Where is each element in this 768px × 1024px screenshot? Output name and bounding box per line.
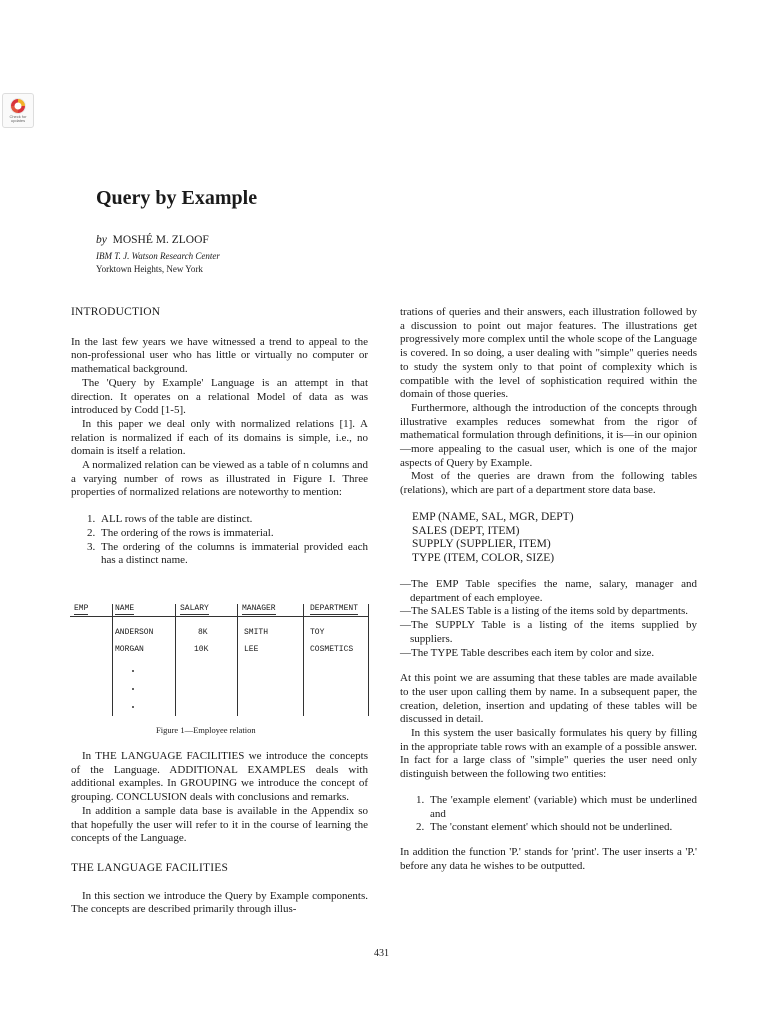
paragraph: In addition a sample data base is available in the Appendix so that hopefully the user will refer to it in the course of learning the concepts of the Language. xyxy=(71,804,368,845)
paragraph: Most of the queries are drawn from the following tables (relations), which are part of a department store data base. xyxy=(400,470,697,497)
list-item: —The SUPPLY Table is a listing of the items supplied by suppliers. xyxy=(400,619,697,645)
table-header: EMP xyxy=(74,604,89,613)
right-column xyxy=(400,306,697,873)
entities-list xyxy=(400,794,697,835)
page-number: 431 xyxy=(374,948,389,959)
intro-heading: INTRODUCTION xyxy=(71,306,161,318)
paragraph: In this system the user basically formulates his query by filling in the appropriate table rows with an example of a possible answer. In fact for a large class of "simple" queries the user need only distinguish between the following two entities: xyxy=(400,727,697,781)
check-for-updates-icon xyxy=(9,97,27,115)
table-header: SALARY xyxy=(180,604,209,613)
left-column-lower xyxy=(71,750,368,917)
check-for-updates-badge[interactable] xyxy=(2,93,34,128)
relation-schema: SALES (DEPT, ITEM) xyxy=(412,524,520,537)
list-item: —The TYPE Table describes each item by color and size. xyxy=(400,646,655,659)
table-cell: LEE xyxy=(244,645,259,654)
employee-relation-table xyxy=(70,604,370,716)
table-header: DEPARTMENT xyxy=(310,604,359,613)
list-item: —The EMP Table specifies the name, salary, manager and department of each employee. xyxy=(400,578,697,604)
figure-caption: Figure 1—Employee relation xyxy=(156,725,256,735)
table-cell: 8K xyxy=(198,628,208,637)
table-cell: TOY xyxy=(310,628,325,637)
byline: by MOSHÉ M. ZLOOF xyxy=(96,234,209,246)
paragraph: trations of queries and their answers, each illustration followed by a discussion to point out major features. The illustrations get progressively more complex until the whole scope of the Language is covered. In so doing, a user dealing with "simple" queries needs to study the system only to that point of complexity which is compatible with the level of sophistication required within the domain of those queries. xyxy=(400,306,697,401)
table-header: MANAGER xyxy=(242,604,276,613)
paragraph: In this section we introduce the Query by Example components. The concepts are described primarily through illus- xyxy=(71,889,368,916)
list-item: 1. ALL rows of the table are distinct. xyxy=(87,513,253,526)
paragraph: In this paper we deal only with normalized relations [1]. A relation is normalized if each of its domains is simple, i.e., no domain is itself a relation. xyxy=(71,417,368,458)
paragraph: In addition the function 'P.' stands for 'print'. The user inserts a 'P.' before any data he wishes to be outputted. xyxy=(400,845,697,872)
list-item: 1. The 'example element' (variable) which must be underlined and xyxy=(416,793,697,820)
paragraph: Furthermore, although the introduction of the concepts through illustrative examples reduces somewhat from the rigor of mathematical formulation through definitions, it is—in our opinion—more appealing to the casual user, which is one of the major aspects of Query by Example. xyxy=(400,401,697,469)
list-item: 2. The 'constant element' which should not be underlined. xyxy=(416,821,673,834)
paragraph: In the last few years we have witnessed a trend to appeal to the non-professional user who has little or virtually no computer or mathematical background. xyxy=(71,335,368,376)
relation-schema: EMP (NAME, SAL, MGR, DEPT) xyxy=(412,510,574,523)
affiliation: IBM T. J. Watson Research Center Yorktown Heights, New York xyxy=(96,251,220,274)
paragraph: At this point we are assuming that these tables are made available to the user upon calling them by name. In a subsequent paper, the creation, deletion, insertion and updating of these tables will be discussed in detail. xyxy=(400,672,697,726)
list-item: 3. The ordering of the columns is immaterial provided each has a distinct name. xyxy=(87,540,368,567)
table-cell: ANDERSON xyxy=(115,628,154,637)
table-cell: MORGAN xyxy=(115,645,144,654)
table-descriptions xyxy=(400,578,697,660)
badge-label: Check for updates xyxy=(9,114,27,123)
left-column-upper xyxy=(71,306,368,568)
list-item: —The SALES Table is a listing of the items sold by departments. xyxy=(400,605,689,618)
paragraph: The 'Query by Example' Language is an attempt in that direction. It operates on a relational Model of data as was introduced by Codd [1-5]. xyxy=(71,376,368,417)
paragraph: In THE LANGUAGE FACILITIES we introduce the concepts of the Language. ADDITIONAL EXAMPLES deals with additional examples. In GROUPING we introduce the concept of grouping. CONCLUSION deals with conclusions and remarks. xyxy=(71,750,368,804)
paragraph: A normalized relation can be viewed as a table of n columns and a varying number of rows as illustrated in Figure I. Three properties of normalized relations are noteworthy to mention: xyxy=(71,459,368,499)
author-name: MOSHÉ M. ZLOOF xyxy=(112,234,209,246)
paper-title: Query by Example xyxy=(96,187,258,209)
relation-schema: TYPE (ITEM, COLOR, SIZE) xyxy=(412,552,555,565)
relation-schema: SUPPLY (SUPPLIER, ITEM) xyxy=(412,538,551,551)
table-cell: COSMETICS xyxy=(310,645,354,654)
table-cell: SMITH xyxy=(244,628,269,637)
properties-list xyxy=(71,513,368,568)
language-facilities-heading: THE LANGUAGE FACILITIES xyxy=(71,861,229,874)
table-cell: 10K xyxy=(194,645,209,654)
table-header: NAME xyxy=(115,604,135,613)
list-item: 2. The ordering of the rows is immaterial. xyxy=(87,526,274,539)
